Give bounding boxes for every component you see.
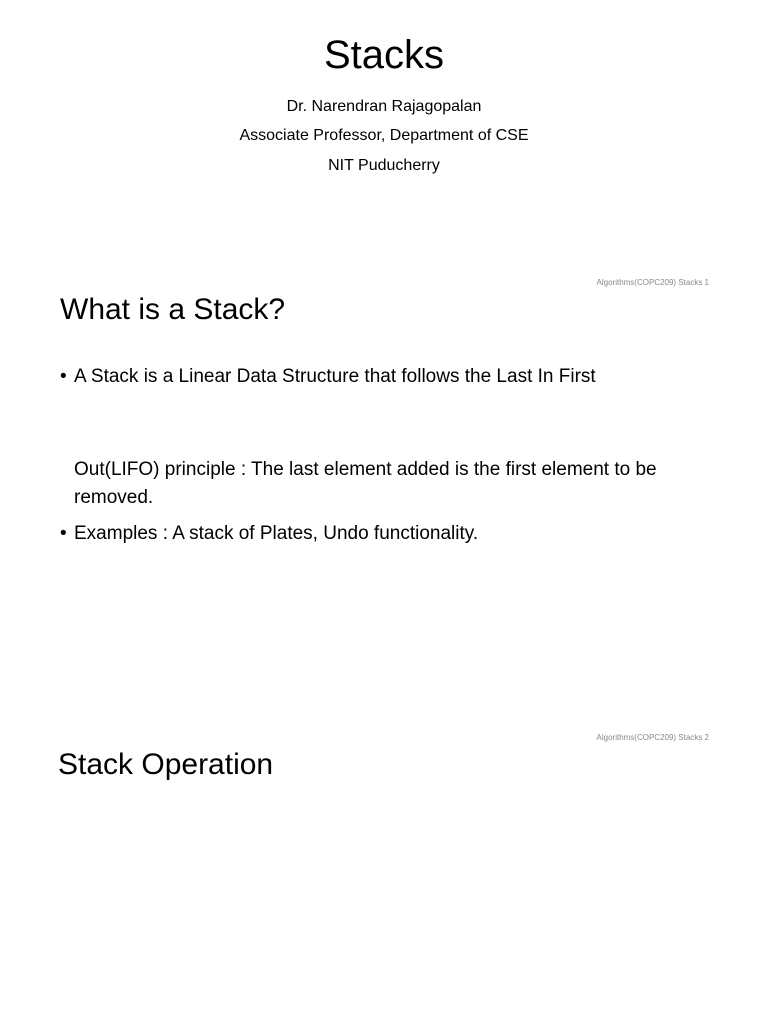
what-is-stack-slide: [0, 270, 768, 725]
stack-operation-slide: [0, 725, 768, 1024]
bullet-item: [60, 520, 720, 548]
presentation-title: Stacks: [323, 33, 445, 77]
slide-title: Stack Operation: [58, 748, 274, 781]
bullet-text: A Stack is a Linear Data Structure that follows the Last In First: [74, 366, 596, 387]
author-name: Dr. Narendran Rajagopalan: [286, 98, 482, 115]
bullet-continuation-text: Out(LIFO) principle : The last element added is the first element to be removed.: [74, 459, 657, 508]
slide-title: What is a Stack?: [60, 293, 286, 326]
title-slide: [0, 0, 768, 270]
slide-footer: Algorithms(COPC209) Stacks 1: [596, 278, 709, 287]
bullet-item: [60, 363, 720, 391]
bullet-text: Examples : A stack of Plates, Undo functionality.: [74, 523, 479, 544]
slide-footer: Algorithms(COPC209) Stacks 2: [596, 733, 709, 742]
bullet-icon: •: [60, 523, 67, 544]
author-position: Associate Professor, Department of CSE: [239, 127, 529, 144]
bullet-icon: •: [60, 366, 67, 387]
author-institution: NIT Puducherry: [328, 157, 440, 174]
